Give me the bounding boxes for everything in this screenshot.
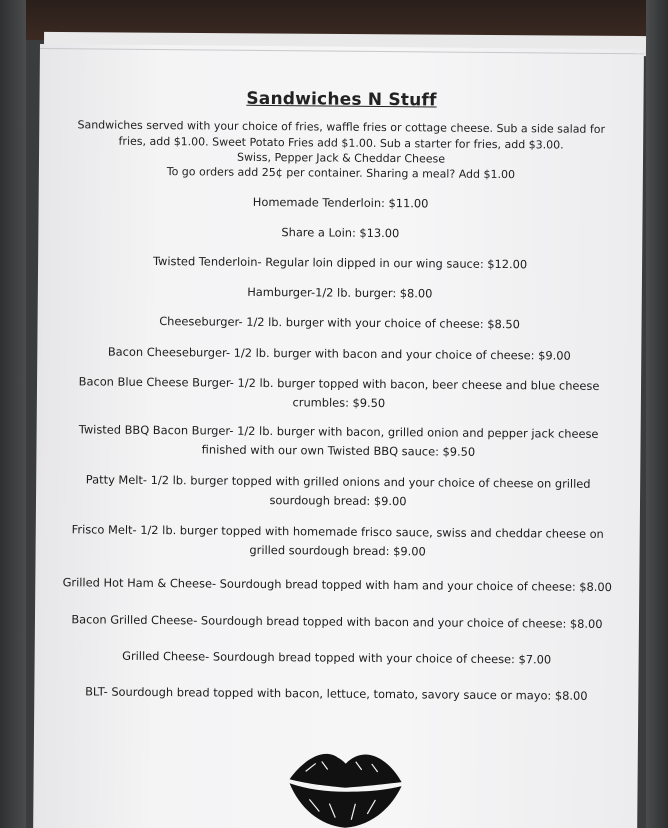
menu-item-line: Bacon Grilled Cheese- Sourdough bread topped with bacon and your choice of cheese: $8.00 — [71, 612, 603, 631]
menu-item-line-2: grilled sourdough bread: $9.00 — [249, 542, 426, 559]
menu-item-line: Grilled Cheese- Sourdough bread topped with your choice of cheese: $7.00 — [122, 648, 552, 667]
menu-item-line: Patty Melt- 1/2 lb. burger topped with grilled onions and your choice of cheese on grilled — [85, 472, 591, 491]
menu-item — [39, 191, 643, 215]
intro-line-3: Swiss, Pepper Jack & Cheddar Cheese — [236, 150, 446, 166]
menu-item-line: Share a Loin: $13.00 — [281, 225, 400, 241]
menu-item — [38, 281, 642, 305]
menu-item — [36, 520, 640, 563]
menu-item-line-2: finished with our own Twisted BBQ sauce: $9.50 — [201, 442, 476, 459]
menu-item — [35, 573, 639, 597]
intro-line-2: fries, add $1.00. Sweet Potato Fries add $1.00. Sub a starter for fries, add $3.00. — [118, 134, 564, 152]
menu-item-line-2: sourdough bread: $9.00 — [269, 493, 407, 509]
menu-item-line: Bacon Cheeseburger- 1/2 lb. burger with bacon and your choice of cheese: $9.00 — [107, 344, 571, 363]
intro-line-1: Sandwiches served with your choice of fries, waffle fries or cottage cheese. Sub a side salad for — [77, 118, 606, 136]
menu-item — [37, 372, 641, 415]
page-top-rule — [40, 48, 644, 54]
menu-item-line-2: crumbles: $9.50 — [292, 395, 386, 411]
menu-item-line: BLT- Sourdough bread topped with bacon, lettuce, tomato, savory sauce or mayo: $8.00 — [85, 684, 588, 703]
background-right-edge — [646, 0, 668, 828]
menu-item — [36, 470, 640, 513]
menu-item-line: Twisted Tenderloin- Regular loin dipped in our wing sauce: $12.00 — [152, 253, 528, 272]
menu-item — [38, 311, 642, 335]
menu-item-line: Bacon Blue Cheese Burger- 1/2 lb. burger topped with bacon, beer cheese and blue cheese — [78, 374, 600, 393]
intro-line-4: To go orders add 25¢ per container. Sharing a meal? Add $1.00 — [166, 165, 516, 182]
menu-item — [37, 342, 641, 366]
menu-item — [35, 610, 639, 634]
menu-item — [38, 251, 642, 275]
menu-item — [34, 682, 638, 706]
menu-item-line: Homemade Tenderloin: $11.00 — [252, 194, 429, 211]
menu-item — [35, 646, 639, 670]
menu-title: Sandwiches N Stuff — [246, 88, 437, 111]
menu-item-line: Hamburger-1/2 lb. burger: $8.00 — [247, 284, 433, 301]
menu-item-line: Cheeseburger- 1/2 lb. burger with your choice of cheese: $8.50 — [159, 314, 520, 332]
menu-item — [36, 420, 640, 463]
menu-item-line: Twisted BBQ Bacon Burger- 1/2 lb. burger with bacon, grilled onion and pepper jack cheese — [78, 422, 599, 441]
menu-item-line: Grilled Hot Ham & Cheese- Sourdough bread topped with ham and your choice of cheese: $8.00 — [62, 575, 613, 595]
menu-item — [38, 221, 642, 245]
menu-item-line: Frisco Melt- 1/2 lb. burger topped with homemade frisco sauce, swiss and cheddar cheese on — [71, 522, 604, 541]
lips-icon — [285, 741, 406, 828]
menu-page — [33, 44, 644, 828]
background-left-edge — [0, 0, 26, 828]
